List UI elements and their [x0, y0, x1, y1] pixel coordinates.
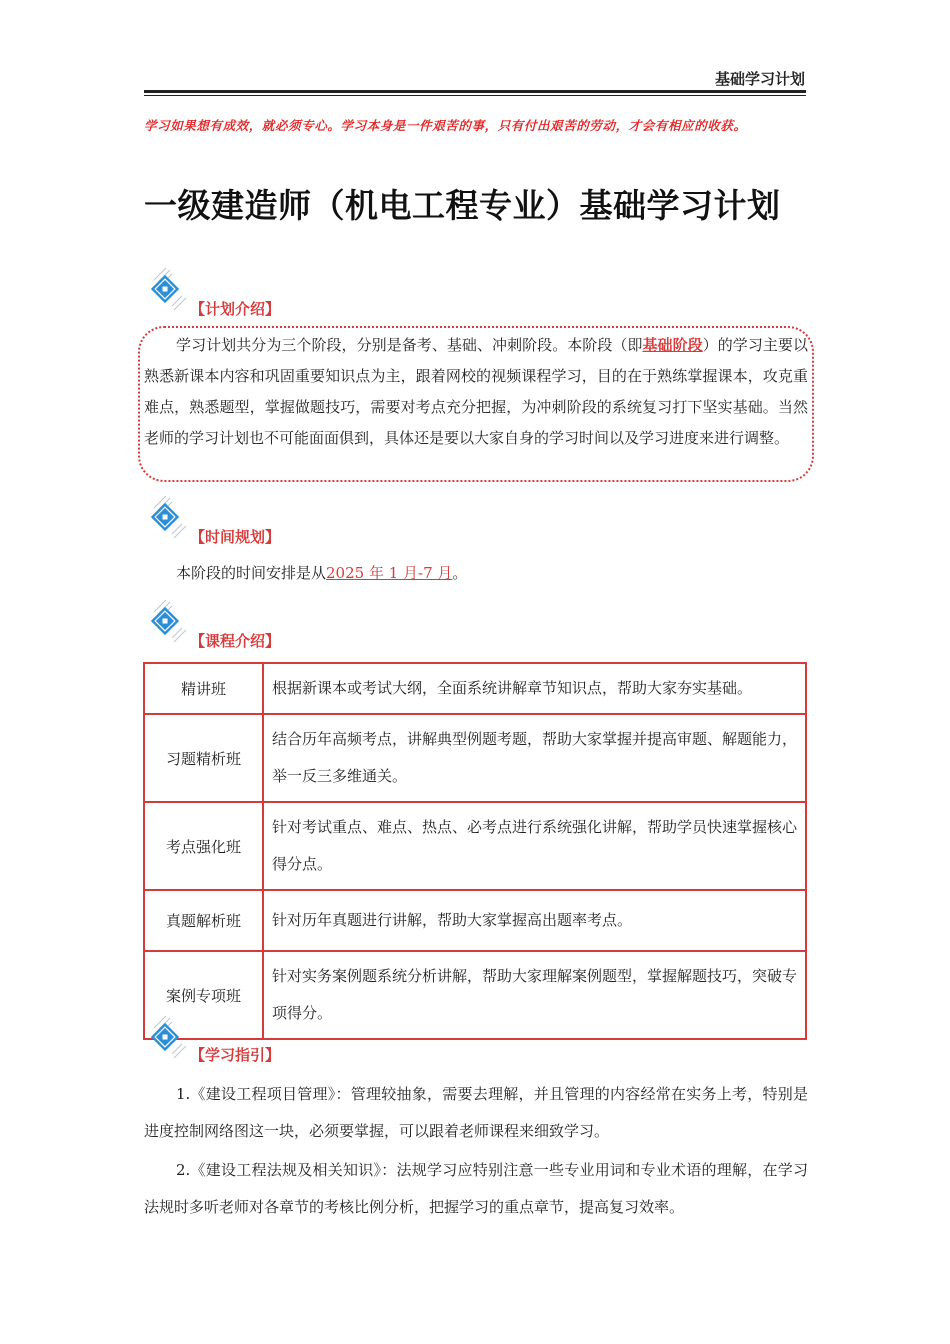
guide-item-text: 2.《建设工程法规及相关知识》：法规学习应特别注意一些专业用词和专业术语的理解，在学习法规时多听老师对各章节的考核比例分析，把握学习的重点章节，提高复习效率。: [144, 1161, 808, 1216]
course-name: 案例专项班: [144, 951, 263, 1039]
table-row: [144, 802, 806, 890]
course-desc: 针对历年真题进行讲解，帮助大家掌握高出题率考点。: [263, 890, 806, 951]
table-row: [144, 663, 806, 714]
course-name: 精讲班: [144, 663, 263, 714]
section-badge-icon: [142, 598, 192, 648]
header-rule: [144, 90, 806, 93]
course-name: 习题精析班: [144, 714, 263, 802]
course-desc: 针对考试重点、难点、热点、必考点进行系统强化讲解，帮助学员快速掌握核心得分点。: [263, 802, 806, 890]
section-label-time: 【时间规划】: [190, 528, 281, 546]
intro-text-after: ）的学习主要以熟悉新课本内容和巩固重要知识点为主，跟着网校的视频课程学习，目的在于熟练掌握课本，攻克重难点，熟悉题型，掌握做题技巧，需要对考点充分把握，为冲刺阶段的系统复习打下坚实基础。当然老师的学习计划也不可能面面俱到，具体还是要以大家自身的学习时间以及学习进度来进行调整。: [144, 336, 808, 447]
intro-stage-link[interactable]: 基础阶段: [642, 336, 703, 354]
time-date-link[interactable]: 2025 年 1 月-7 月: [326, 564, 453, 582]
guide-item: [144, 1076, 808, 1150]
motto: 学习如果想有成效，就必须专心。学习本身是一件艰苦的事，只有付出艰苦的劳动，才会有相应的收获。: [144, 118, 747, 133]
course-name: 考点强化班: [144, 802, 263, 890]
time-text-after: 。: [452, 564, 468, 582]
guide-item: [144, 1152, 808, 1226]
header-title: 基础学习计划: [714, 70, 805, 88]
section-label-intro: 【计划介绍】: [190, 300, 281, 318]
table-row: [144, 714, 806, 802]
time-paragraph: [144, 558, 808, 589]
section-label-course: 【课程介绍】: [190, 632, 281, 650]
course-desc: 结合历年高频考点，讲解典型例题考题，帮助大家掌握并提高审题、解题能力，举一反三多维通关。: [263, 714, 806, 802]
course-name: 真题解析班: [144, 890, 263, 951]
page-title: 一级建造师（机电工程专业）基础学习计划: [144, 186, 781, 225]
intro-text-before: 学习计划共分为三个阶段，分别是备考、基础、冲刺阶段。本阶段（即: [176, 336, 643, 354]
guide-item-text: 1.《建设工程项目管理》：管理较抽象，需要去理解，并且管理的内容经常在实务上考，特别是进度控制网络图这一块，必须要掌握，可以跟着老师课程来细致学习。: [144, 1085, 808, 1140]
time-text-before: 本阶段的时间安排是从: [176, 564, 327, 582]
section-badge-icon: [142, 494, 192, 544]
course-table: [143, 662, 807, 1040]
section-badge-icon: [142, 266, 192, 316]
intro-paragraph: [144, 330, 808, 454]
course-desc: 根据新课本或考试大纲，全面系统讲解章节知识点，帮助大家夯实基础。: [263, 663, 806, 714]
header-rule-thin: [144, 95, 806, 96]
table-row: [144, 951, 806, 1039]
table-row: [144, 890, 806, 951]
course-desc: 针对实务案例题系统分析讲解，帮助大家理解案例题型，掌握解题技巧，突破专项得分。: [263, 951, 806, 1039]
section-badge-icon: [142, 1014, 192, 1064]
section-label-guide: 【学习指引】: [190, 1046, 281, 1064]
